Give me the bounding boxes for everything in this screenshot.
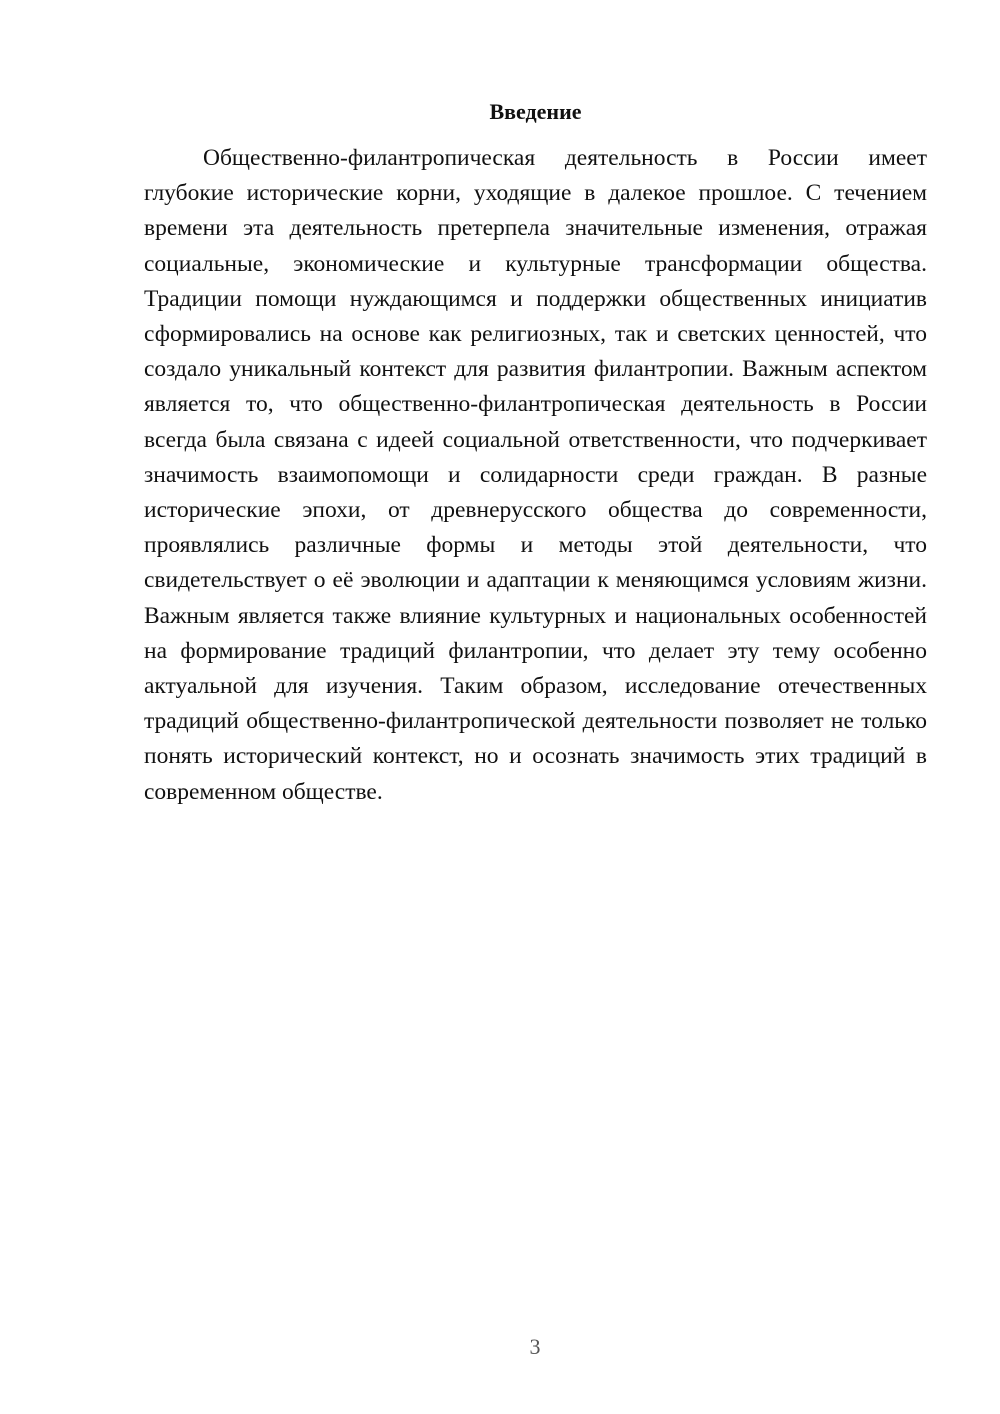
page-number: 3	[529, 1334, 541, 1359]
section-heading: Введение	[489, 99, 582, 124]
introduction-paragraph: Общественно-филантропическая деятельность в России имеет глубокие исторические корни, уходящие в далекое прошлое. С течением времени эта деятельность претерпела значительные изменения, отражая социальные, экономические и культурные трансформации общества. Традиции помощи нуждающимся и поддержки общественных инициатив сформировались на основе как религиозных, так и светских ценностей, что создало уникальный контекст для развития филантропии. Важным аспектом является то, что общественно-филантропическая деятельность в России всегда была связана с идеей социальной ответственности, что подчеркивает значимость взаимопомощи и солидарности среди граждан. В разные исторические эпохи, от древнерусского общества до современности, проявлялись различные формы и методы этой деятельности, что свидетельствует о её эволюции и адаптации к меняющимся условиям жизни. Важным является также влияние культурных и национальных особенностей на формирование традиций филантропии, что делает эту тему особенно актуальной для изучения. Таким образом, исследование отечественных традиций общественно-филантропической деятельности позволяет не только понять исторический контекст, но и осознать значимость этих традиций в современном обществе.	[144, 145, 927, 805]
